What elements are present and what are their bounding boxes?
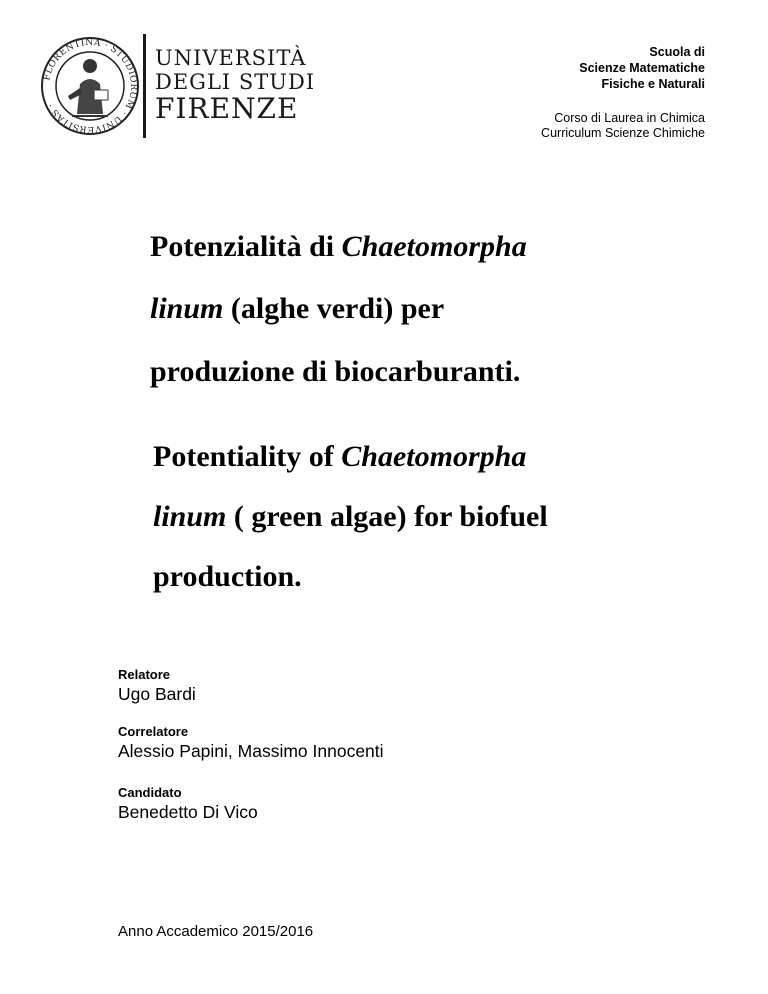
university-name-line1: UNIVERSITÀ — [155, 46, 307, 70]
title-en-line1-italic: Chaetomorpha — [341, 440, 527, 473]
candidato-name: Benedetto Di Vico — [118, 802, 258, 822]
correlatore-label: Correlatore — [118, 724, 189, 739]
relatore-label: Relatore — [118, 667, 171, 682]
title-en-line1-text: Potentiality of — [153, 440, 342, 473]
university-name-line3: FIRENZE — [155, 92, 299, 125]
title-it-line2-text: (alghe verdi) per — [223, 292, 445, 325]
school-line2: Scienze Matematiche — [579, 61, 705, 75]
title-en-line2-italic: linum — [153, 500, 227, 533]
title-en-line3: production. — [153, 560, 302, 593]
title-en-line1 — [153, 440, 526, 474]
title-it-line1 — [150, 230, 527, 264]
title-it-line3: produzione di biocarburanti. — [150, 355, 521, 388]
logo-divider — [143, 34, 146, 138]
relatore-name: Ugo Bardi — [118, 684, 196, 704]
title-it-line1-italic: Chaetomorpha — [341, 230, 527, 263]
title-it-line2 — [150, 292, 444, 326]
correlatore-names: Alessio Papini, Massimo Innocenti — [118, 741, 384, 761]
academic-year: Anno Accademico 2015/2016 — [118, 923, 314, 940]
school-line3: Fisiche e Naturali — [601, 77, 705, 91]
school-line1: Scuola di — [649, 45, 705, 59]
title-en-line2-text: ( green algae) for biofuel — [226, 500, 548, 533]
university-seal-logo — [40, 36, 140, 136]
candidato-label: Candidato — [118, 785, 182, 800]
course-line1: Corso di Laurea in Chimica — [554, 111, 705, 125]
title-en-line2 — [153, 500, 548, 534]
svg-text:FLORENTINA · STUDIORUM · UNIVE: FLORENTINA · STUDIORUM · UNIVERSITAS · — [42, 37, 139, 135]
title-it-line1-text: Potenzialità di — [150, 230, 342, 263]
title-it-line2-italic: linum — [150, 292, 224, 325]
university-name-line2: DEGLI STUDI — [155, 70, 316, 94]
course-line2: Curriculum Scienze Chimiche — [541, 126, 705, 140]
